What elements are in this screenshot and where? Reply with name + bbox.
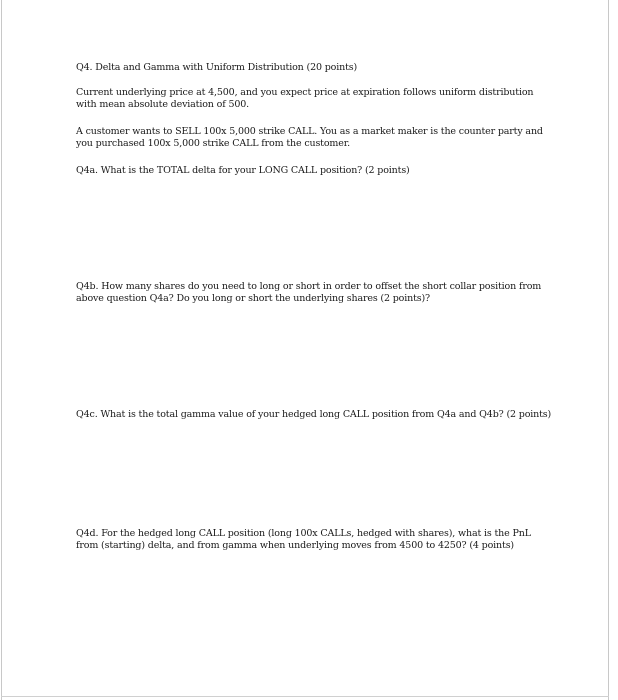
scenario-line-2: you purchased 100x 5,000 strike CALL from the customer.	[76, 138, 350, 149]
scenario-line-1: A customer wants to SELL 100x 5,000 strike CALL. You as a market maker is the counter party and	[76, 126, 543, 137]
page-left-border	[1, 0, 2, 700]
page-bottom-border	[1, 696, 609, 697]
question-4-title: Q4. Delta and Gamma with Uniform Distribution (20 points)	[76, 62, 358, 73]
question-4d-line-2: from (starting) delta, and from gamma when underlying moves from 4500 to 4250? (4 points)	[76, 540, 514, 551]
intro-line-2: with mean absolute deviation of 500.	[76, 99, 250, 110]
question-4b-line-2: above question Q4a? Do you long or short the underlying shares (2 points)?	[76, 293, 430, 304]
question-4d-line-1: Q4d. For the hedged long CALL position (long 100x CALLs, hedged with shares), what is the PnL	[76, 528, 531, 539]
page-right-border	[608, 0, 609, 700]
question-4b-line-1: Q4b. How many shares do you need to long or short in order to offset the short collar position from	[76, 281, 542, 292]
question-4a: Q4a. What is the TOTAL delta for your LONG CALL position? (2 points)	[76, 165, 410, 176]
question-4-scenario	[76, 126, 554, 150]
question-4b	[76, 281, 554, 305]
question-4-intro	[76, 87, 554, 111]
question-4c: Q4c. What is the total gamma value of your hedged long CALL position from Q4a and Q4b? (2 points)	[76, 409, 552, 420]
question-4d	[76, 528, 554, 552]
intro-line-1: Current underlying price at 4,500, and you expect price at expiration follows uniform distribution	[76, 87, 534, 98]
